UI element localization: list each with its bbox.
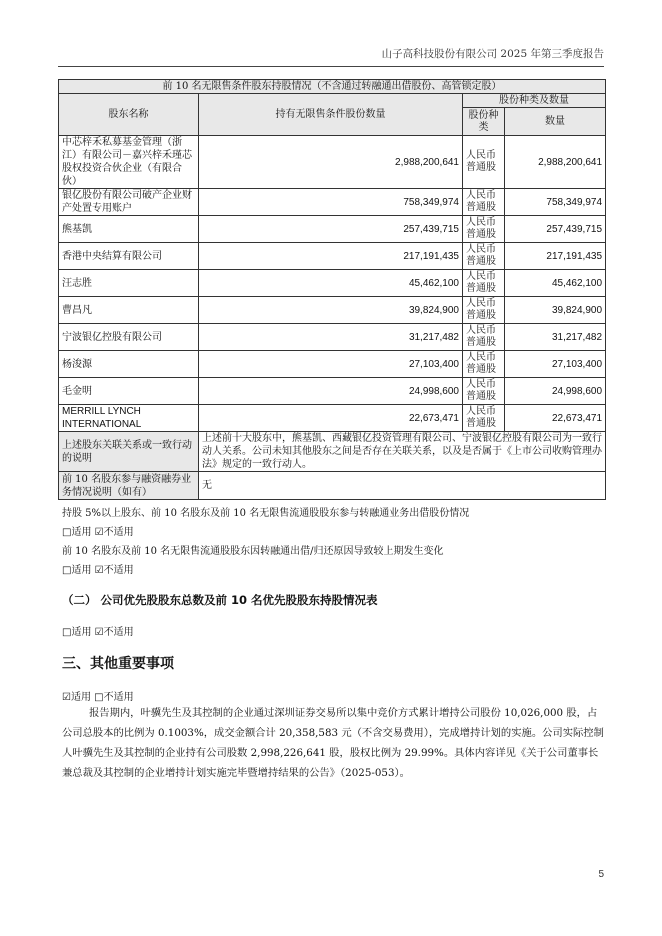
unrestricted-count: 758,349,974 bbox=[199, 189, 463, 216]
page-number: 5 bbox=[598, 869, 604, 880]
header-share-type: 股份种类 bbox=[463, 108, 505, 136]
lending-applicability: □适用 ☑不适用 bbox=[62, 527, 134, 538]
share-type: 人民币普通股 bbox=[463, 351, 505, 378]
table-row bbox=[59, 324, 606, 351]
share-qty: 39,824,900 bbox=[505, 297, 606, 324]
margin-trading-text: 无 bbox=[199, 472, 606, 500]
unrestricted-count: 24,998,600 bbox=[199, 378, 463, 405]
table-row bbox=[59, 216, 606, 243]
share-type: 人民币普通股 bbox=[463, 378, 505, 405]
share-qty: 27,103,400 bbox=[505, 351, 606, 378]
header-share-type-group: 股份种类及数量 bbox=[463, 94, 606, 108]
share-type: 人民币普通股 bbox=[463, 405, 505, 432]
unrestricted-count: 31,217,482 bbox=[199, 324, 463, 351]
change-applicability: □适用 ☑不适用 bbox=[62, 565, 134, 576]
table-row bbox=[59, 270, 606, 297]
table-row bbox=[59, 432, 606, 472]
share-qty: 2,988,200,641 bbox=[505, 136, 606, 189]
share-qty: 257,439,715 bbox=[505, 216, 606, 243]
table-caption: 前 10 名无限售条件股东持股情况（不含通过转融通出借股份、高管锁定股） bbox=[59, 80, 606, 94]
change-disclosure-label: 前 10 名股东及前 10 名无限售流通股股东因转融通出借/归还原因导致较上期发生变化 bbox=[62, 546, 444, 557]
lending-disclosure-label: 持股 5%以上股东、前 10 名股东及前 10 名无限售流通股股东参与转融通业务出借股份情况 bbox=[62, 508, 470, 519]
holder-name: 宁波银亿控股有限公司 bbox=[59, 324, 199, 351]
share-type: 人民币普通股 bbox=[463, 270, 505, 297]
table-row bbox=[59, 297, 606, 324]
preferred-shares-heading: （二） 公司优先股股东总数及前 10 名优先股股东持股情况表 bbox=[62, 593, 378, 607]
table-row bbox=[59, 189, 606, 216]
header-holder-name: 股东名称 bbox=[59, 94, 199, 136]
share-type: 人民币普通股 bbox=[463, 297, 505, 324]
share-qty: 45,462,100 bbox=[505, 270, 606, 297]
other-matters-paragraph: 报告期内，叶骥先生及其控制的企业通过深圳证券交易所以集中竞价方式累计增持公司股份 10,026,000 股，占公司总股本的比例为 0.1003%，成交金额合计 20,358,583 元（不含交易费用），完成增持计划的实施。公司实际控制人叶骥先生及其控制的企业持有公司股数 2,998,226,641 股，股权比例为 29.99%。具体内容详见《关于公司董事长兼总裁及其控制的企业增持计划实施完毕暨增持结果的公告》（2025-053）。 bbox=[62, 707, 604, 779]
share-qty: 22,673,471 bbox=[505, 405, 606, 432]
header-divider bbox=[58, 66, 604, 67]
unrestricted-count: 257,439,715 bbox=[199, 216, 463, 243]
share-type: 人民币普通股 bbox=[463, 324, 505, 351]
share-qty: 758,349,974 bbox=[505, 189, 606, 216]
other-matters-heading: 三、其他重要事项 bbox=[62, 656, 174, 672]
share-type: 人民币普通股 bbox=[463, 189, 505, 216]
table-row bbox=[59, 472, 606, 500]
table-row bbox=[59, 405, 606, 432]
holder-name: 熊基凯 bbox=[59, 216, 199, 243]
margin-trading-label: 前 10 名股东参与融资融券业务情况说明（如有） bbox=[59, 472, 199, 500]
share-qty: 24,998,600 bbox=[505, 378, 606, 405]
table-row bbox=[59, 351, 606, 378]
table-row bbox=[59, 243, 606, 270]
table-row bbox=[59, 136, 606, 189]
other-matters-applicability: ☑适用 □不适用 bbox=[62, 692, 134, 703]
holder-name: 香港中央结算有限公司 bbox=[59, 243, 199, 270]
unrestricted-count: 22,673,471 bbox=[199, 405, 463, 432]
top10-unrestricted-holders-table bbox=[58, 79, 606, 500]
holder-name: 曹昌凡 bbox=[59, 297, 199, 324]
unrestricted-count: 39,824,900 bbox=[199, 297, 463, 324]
holder-name: 毛金明 bbox=[59, 378, 199, 405]
share-type: 人民币普通股 bbox=[463, 216, 505, 243]
share-type: 人民币普通股 bbox=[463, 243, 505, 270]
header-unrestricted-count: 持有无限售条件股份数量 bbox=[199, 94, 463, 136]
unrestricted-count: 27,103,400 bbox=[199, 351, 463, 378]
share-qty: 31,217,482 bbox=[505, 324, 606, 351]
holder-name: 汪志胜 bbox=[59, 270, 199, 297]
holder-name: 银亿股份有限公司破产企业财产处置专用账户 bbox=[59, 189, 199, 216]
relation-text: 上述前十大股东中，熊基凯、西藏银亿投资管理有限公司、宁波银亿控股有限公司为一致行动人关系。公司未知其他股东之间是否存在关联关系，以及是否属于《上市公司收购管理办法》规定的一致行动人。 bbox=[199, 432, 606, 472]
share-qty: 217,191,435 bbox=[505, 243, 606, 270]
share-type: 人民币普通股 bbox=[463, 136, 505, 189]
page-header: 山子高科技股份有限公司 2025 年第三季度报告 bbox=[381, 48, 604, 60]
unrestricted-count: 2,988,200,641 bbox=[199, 136, 463, 189]
holder-name: 中芯梓禾私募基金管理（浙江）有限公司－嘉兴梓禾瑾芯股权投资合伙企业（有限合伙） bbox=[59, 136, 199, 189]
holder-name: 杨浚源 bbox=[59, 351, 199, 378]
unrestricted-count: 45,462,100 bbox=[199, 270, 463, 297]
holder-name: MERRILL LYNCH INTERNATIONAL bbox=[59, 405, 199, 432]
relation-label: 上述股东关联关系或一致行动的说明 bbox=[59, 432, 199, 472]
table-row bbox=[59, 378, 606, 405]
preferred-applicability: □适用 ☑不适用 bbox=[62, 627, 134, 638]
unrestricted-count: 217,191,435 bbox=[199, 243, 463, 270]
header-share-qty: 数量 bbox=[505, 108, 606, 136]
